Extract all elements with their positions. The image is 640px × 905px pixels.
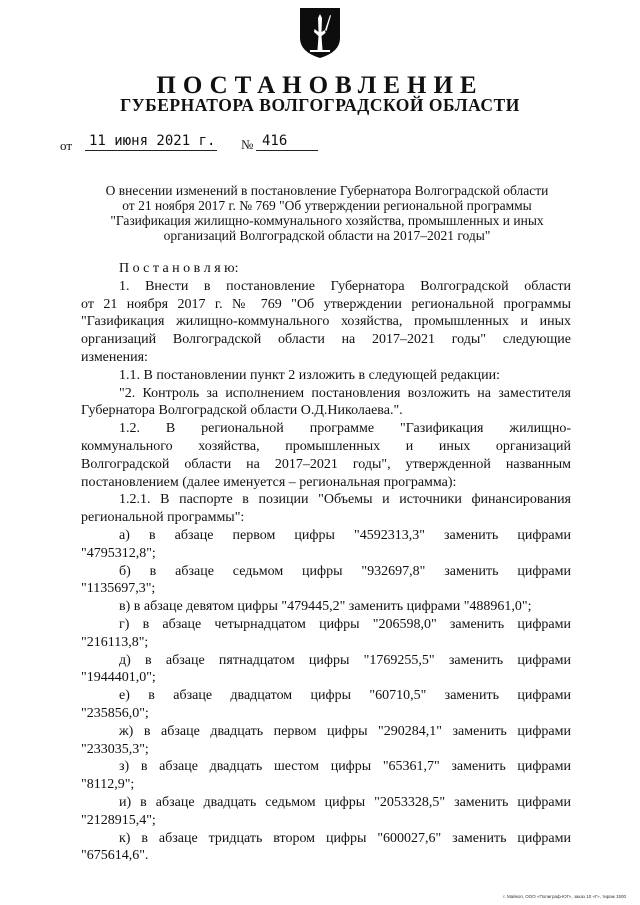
- subject-line: О внесении изменений в постановление Губернатора Волгоградской области: [105, 183, 549, 198]
- body-line: региональной программы":: [81, 510, 245, 526]
- body-line: "235856,0";: [81, 705, 149, 721]
- body-line: ж) в абзаце двадцать первом цифры "290284,1" заменить цифрами: [119, 723, 571, 739]
- body-line: 1.2. В региональной программе "Газификация жилищно-: [119, 421, 571, 437]
- body-line: от 21 ноября 2017 г. № 769 "Об утверждении региональной программы: [81, 296, 571, 312]
- printer-imprint: г. Майкоп, ООО «Полиграф-ЮГ», заказ 10 «Г», тираж 1500: [503, 894, 626, 899]
- subject-line: организаций Волгоградской области на 2017–2021 годы": [163, 228, 491, 243]
- body-line: е) в абзаце двадцатом цифры "60710,5" заменить цифрами: [119, 688, 571, 704]
- body-line: Волгоградской области на 2017–2021 годы", утвержденной названным: [81, 456, 571, 472]
- subject-line: от 21 ноября 2017 г. № 769 "Об утверждении региональной программы: [122, 198, 532, 213]
- body-line: изменения:: [81, 349, 148, 365]
- body-line: г) в абзаце четырнадцатом цифры "206598,0" заменить цифрами: [119, 616, 571, 632]
- body-line: д) в абзаце пятнадцатом цифры "1769255,5" заменить цифрами: [119, 652, 571, 668]
- body-line: 1.2.1. В паспорте в позиции "Объемы и источники финансирования: [119, 492, 571, 508]
- body-line: и) в абзаце двадцать седьмом цифры "2053328,5" заменить цифрами: [119, 794, 571, 810]
- body-line: "1944401,0";: [81, 670, 156, 686]
- body-line: б) в абзаце седьмом цифры "932697,8" заменить цифрами: [119, 563, 571, 579]
- body-line: к) в абзаце тридцать втором цифры "600027,6" заменить цифрами: [119, 830, 571, 846]
- date-number-line: [60, 133, 360, 153]
- date-label: от: [60, 138, 73, 153]
- number-label: №: [241, 137, 254, 152]
- document-subject: [78, 183, 576, 243]
- body-line: в) в абзаце девятом цифры "479445,2" заменить цифрами "488961,0";: [119, 599, 532, 615]
- document-title: ПОСТАНОВЛЕНИЕ: [156, 72, 484, 99]
- body-line: "233035,3";: [81, 741, 149, 757]
- resolve-heading: П о с т а н о в л я ю:: [119, 261, 239, 276]
- subject-line: "Газификация жилищно-коммунального хозяйства, промышленных и иных: [110, 213, 544, 228]
- body-line: з) в абзаце двадцать шестом цифры "65361,7" заменить цифрами: [119, 759, 571, 775]
- body-line: "675614,6".: [81, 848, 149, 864]
- body-line: 1. Внести в постановление Губернатора Волгоградской области: [119, 278, 571, 294]
- body-line: "Газификация жилищно-коммунального хозяйства, промышленных и иных: [81, 314, 571, 330]
- document-number: 416: [262, 133, 288, 149]
- body-line: коммунального хозяйства, промышленных и иных организаций: [81, 438, 571, 454]
- body-line: "1135697,3";: [81, 581, 156, 597]
- document-date: 11 июня 2021 г.: [89, 133, 216, 149]
- body-line: организаций Волгоградской области на 2017–2021 годы" следующие: [81, 332, 571, 348]
- document-subtitle: ГУБЕРНАТОРА ВОЛГОГРАДСКОЙ ОБЛАСТИ: [120, 95, 520, 115]
- body-line: "2. Контроль за исполнением постановления возложить на заместителя: [119, 385, 571, 401]
- body-line: а) в абзаце первом цифры "4592313,3" заменить цифрами: [119, 527, 571, 543]
- body-line: "2128915,4";: [81, 812, 156, 828]
- body-line: "216113,8";: [81, 634, 149, 650]
- body-line: "4795312,8";: [81, 545, 156, 561]
- coat-of-arms-icon: [298, 6, 342, 60]
- body-line: постановлением (далее именуется – региональная программа):: [81, 474, 457, 490]
- number-underline: [256, 150, 318, 151]
- body-line: Губернатора Волгоградской области О.Д.Николаева.".: [81, 403, 403, 419]
- document-body: [81, 260, 571, 865]
- body-line: "8112,9";: [81, 777, 135, 793]
- date-underline: [85, 150, 217, 151]
- body-line: 1.1. В постановлении пункт 2 изложить в следующей редакции:: [119, 367, 500, 383]
